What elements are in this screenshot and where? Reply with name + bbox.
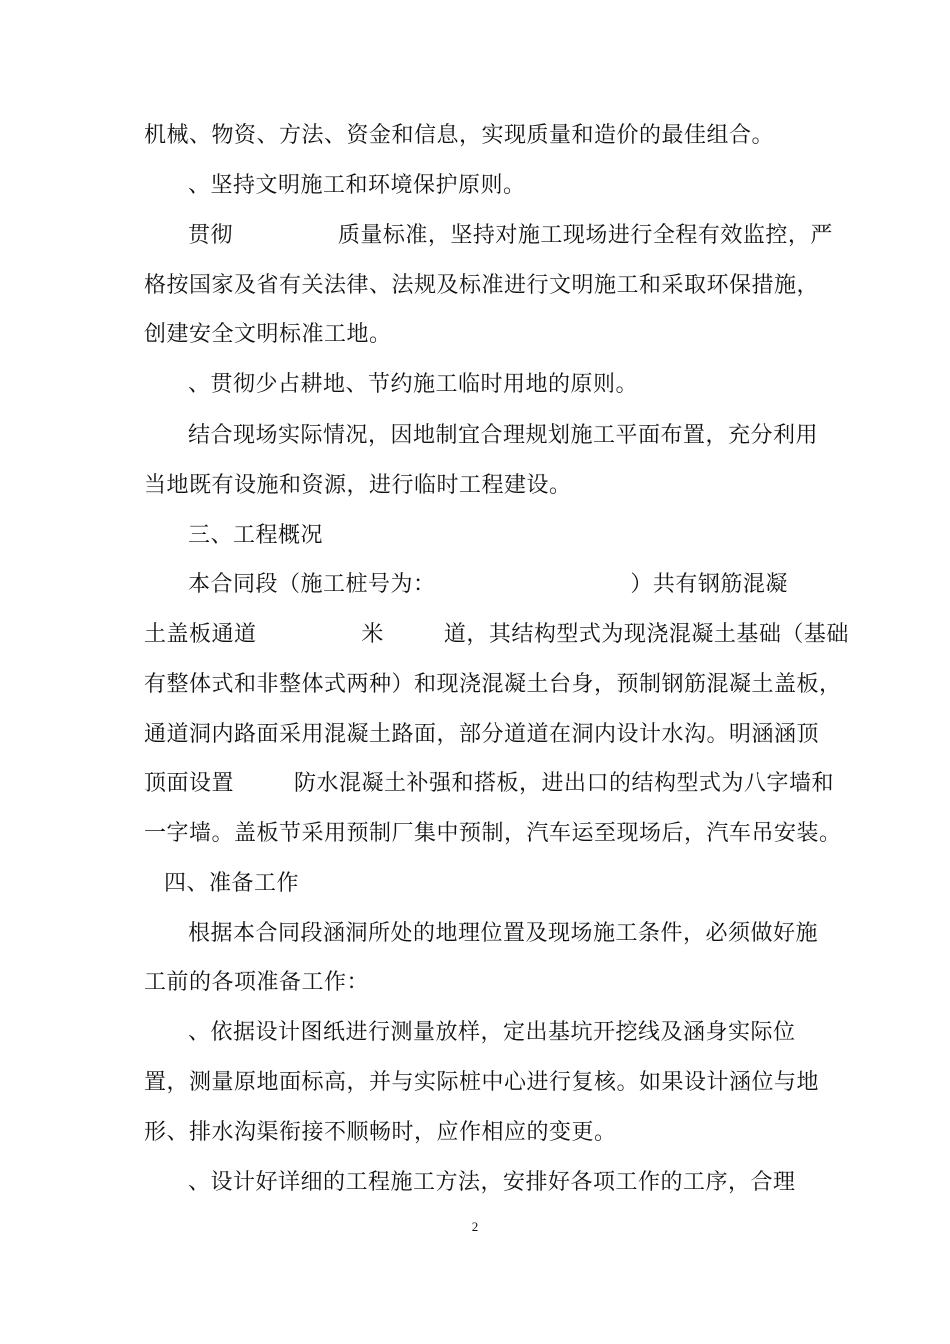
text-line-15: 一字墙。盖板节采用预制厂集中预制，汽车运至现场后，汽车吊安装。 bbox=[144, 821, 842, 846]
text-line-3: 贯彻 质量标准，坚持对施工现场进行全程有效监控，严 bbox=[188, 223, 833, 248]
text-line-18: 工前的各项准备工作： bbox=[144, 970, 370, 995]
section-heading-preparation: 四、准备工作 bbox=[164, 871, 300, 896]
text-line-22: 、设计好详细的工程施工方法，安排好各项工作的工序，合理 bbox=[188, 1170, 796, 1195]
section-heading-land-use: 、贯彻少占耕地、节约施工临时用地的原则。 bbox=[188, 372, 639, 397]
text-line-21: 形、排水沟渠衔接不顺畅时，应作相应的变更。 bbox=[144, 1120, 617, 1145]
text-line-17: 根据本合同段涵洞所处的地理位置及现场施工条件，必须做好施 bbox=[188, 921, 819, 946]
page-number: 2 bbox=[471, 1219, 479, 1234]
text-line-11: 土盖板通道 米 道，其结构型式为现浇混凝土基础（基础 bbox=[144, 622, 849, 647]
text-line-20: 置，测量原地面标高，并与实际桩中心进行复核。如果设计涵位与地 bbox=[144, 1070, 820, 1095]
text-line-7: 结合现场实际情况，因地制宜合理规划施工平面布置，充分利用 bbox=[188, 423, 819, 448]
text-line-4: 格按国家及省有关法律、法规及标准进行文明施工和采取环保措施， bbox=[144, 273, 820, 298]
text-line-5: 创建安全文明标准工地。 bbox=[144, 322, 392, 347]
text-line-1: 机械、物资、方法、资金和信息，实现质量和造价的最佳组合。 bbox=[144, 123, 775, 148]
text-line-19: 、依据设计图纸进行测量放样，定出基坑开挖线及涵身实际位 bbox=[188, 1020, 796, 1045]
text-line-10: 本合同段（施工桩号为： ）共有钢筋混凝 bbox=[188, 572, 788, 597]
text-line-14: 顶面设置 防水混凝土补强和搭板，进出口的结构型式为八字墙和 bbox=[144, 771, 834, 796]
text-line-13: 通道洞内路面采用混凝土路面，部分道道在洞内设计水沟。明涵涵顶 bbox=[144, 722, 820, 747]
section-heading-civilized-construction: 、坚持文明施工和环境保护原则。 bbox=[188, 173, 526, 198]
text-line-8: 当地既有设施和资源，进行临时工程建设。 bbox=[144, 473, 572, 498]
section-heading-project-overview: 三、工程概况 bbox=[188, 523, 324, 548]
text-line-12: 有整体式和非整体式两种）和现浇混凝土台身，预制钢筋混凝土盖板， bbox=[144, 672, 842, 697]
